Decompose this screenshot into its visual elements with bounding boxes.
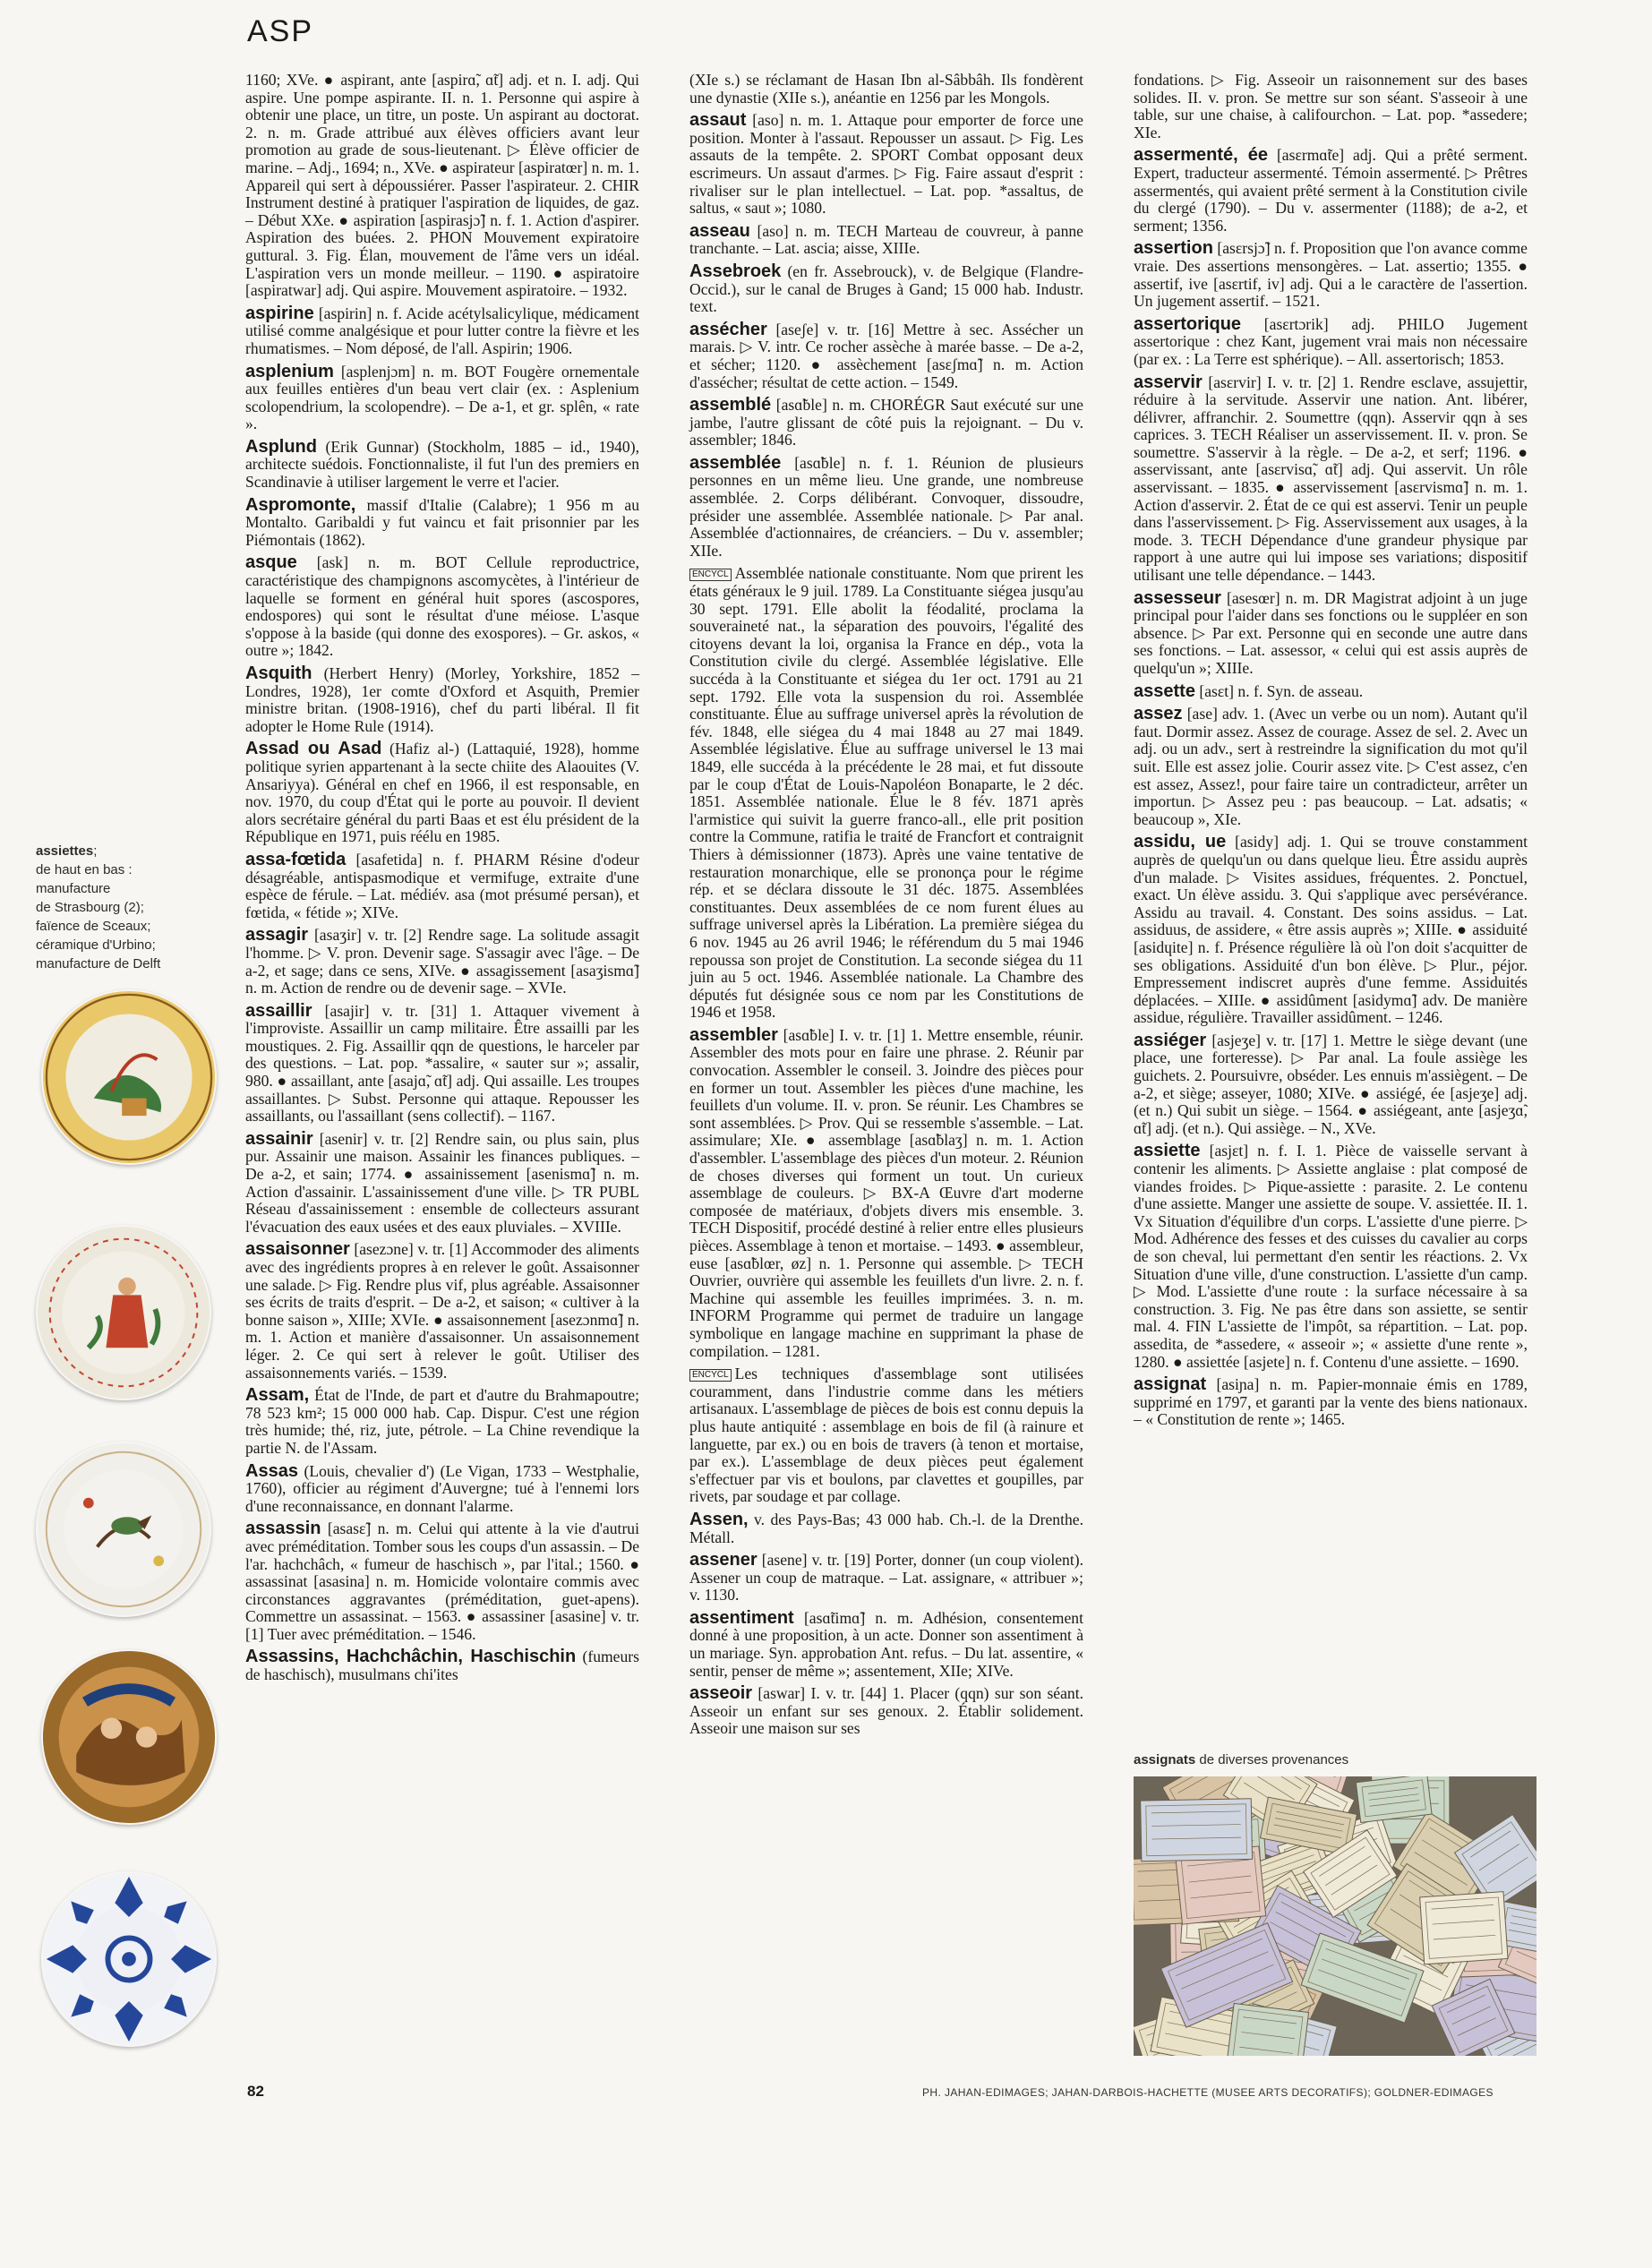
dictionary-entry bbox=[689, 1552, 1083, 1605]
entry-headword: asseoir bbox=[689, 1683, 753, 1704]
entry-headword: Assebroek bbox=[689, 261, 782, 281]
entry-definition: [aswar] I. v. tr. [44] 1. Placer (qqn) sur son séant. Asseoir un enfant sur ses genoux. 2. Établir solidement. Asseoir une maison sur ses bbox=[689, 1684, 1084, 1738]
entry-headword: Asplund bbox=[245, 436, 317, 457]
entry-headword: assertion bbox=[1134, 238, 1213, 259]
entry-definition: (Hafiz al-) (Lattaquié, 1928), homme politique syrien appartenant à la secte chiite des Alaouites (V. Ansariyya). Général en chef en 1966, il est responsable, en nov. 1970, du coup d'État qui le porte au pouvoir. Il devient alors secrétaire général du parti Baas et est élu président de la République en 1971, puis réélu en 1985. bbox=[245, 740, 639, 846]
dictionary-entry bbox=[689, 263, 1083, 316]
entry-definition: [asafetida] n. f. PHARM Résine d'odeur désagréable, antispasmodique et vermifuge, extraite d'une espèce de férule. – Lat. médiév. asa (mot présumé persan), et fœtida, « fétide »; XIVe. bbox=[245, 850, 639, 921]
entry-definition: [asɛt] n. f. Syn. de asseau. bbox=[1199, 681, 1364, 700]
dictionary-entry bbox=[689, 112, 1083, 218]
dictionary-entry bbox=[245, 1387, 639, 1457]
entry-definition: [asjeʒe] v. tr. [17] 1. Mettre le siège devant (une place, une forteresse). ▷ Par anal. La foule assiège les guichets. 2. Poursuivre, obséder. Les ennuis m'assiègent. – De a-2, et siège; asseyer, 1080; XIVe. ● assiégé, ée [asjeʒe] adj. (et n.) Qui subit un siège. – 1564. ● assiégeant, ante [asjeʒɑ̃, ɑ̃t] adj. (et n.). Qui assiège. – N., XVe. bbox=[1134, 1031, 1528, 1137]
dictionary-entry bbox=[1134, 72, 1528, 141]
entry-definition: [asɛrsjɔ̃] n. f. Proposition que l'on avance comme vraie. Des assertions mensongères. – Lat. assertio; 1355. ● assertif, ive [asɛrtif, iv] adj. Qui a le caractère de l'assertion. Un jugement assertif. – 1521. bbox=[1134, 239, 1528, 311]
entry-definition: État de l'Inde, de part et d'autre du Brahmapoutre; 78 523 km²; 15 000 000 hab. Cap. Dispur. C'est une région très humide; thé, riz, jute, pétrole. – La Chine revendique la partie N. de l'Assam. bbox=[245, 1386, 639, 1457]
plate-delft-image bbox=[41, 1871, 217, 2047]
entry-definition: [ase] adv. 1. (Avec un verbe ou un nom). Autant qu'il faut. Dormir assez. Assez de courage. Assez de sel. 2. Avec un adj. ou un adv., sert à restreindre la signification du mot qu'il suit. Elle est assez jolie. Courir assez vite. ▷ C'est assez, c'en est assez, Assez!, pour faire taire un contradicteur, arrêter un importun. ▷ Assez peu : pas beaucoup. – Lat. adsatis; « beaucoup », XIe. bbox=[1134, 705, 1528, 828]
page-number: 82 bbox=[247, 2083, 264, 2100]
entry-headword: Assen, bbox=[689, 1509, 749, 1529]
entry-definition: massif d'Italie (Calabre); 1 956 m au Montalto. Garibaldi y fut vaincu et fait prisonnier par les Piémontais (1862). bbox=[245, 495, 639, 549]
entry-definition: [asaʒir] v. tr. [2] Rendre sage. La solitude assagit l'homme. ▷ V. pron. Devenir sage. S'assagir avec l'âge. – De a-2, et sage; dans ce sens, XIVe. ● assagissement [asaʒismɑ̃] n. m. Action de rendre ou de devenir sage. – XVIe. bbox=[245, 926, 639, 997]
dictionary-entry bbox=[1134, 680, 1528, 701]
sidebar-caption-line: de haut en bas : bbox=[36, 862, 133, 877]
assignats-caption-bold: assignats bbox=[1134, 1752, 1196, 1767]
entry-definition: (en fr. Assebrouck), v. de Belgique (Flandre-Occid.), sur le canal de Bruges à Gand; 15 000 hab. Industr. text. bbox=[689, 261, 1083, 316]
entry-headword: assette bbox=[1134, 680, 1195, 701]
entry-definition: (Louis, chevalier d') (Le Vigan, 1733 – Westphalie, 1760), officier au régiment d'Auvergne; tué à l'ennemi lors d'une reconnaissance, en donnant l'alarme. bbox=[245, 1461, 639, 1515]
entry-definition: [asiɲa] n. m. Papier-monnaie émis en 1789, supprimé en 1797, et garanti par la vente des biens nationaux. – « Constitution de rente »; 1465. bbox=[1134, 1375, 1528, 1429]
entry-definition: (Erik Gunnar) (Stockholm, 1885 – id., 1940), architecte suédois. Fonctionnaliste, il fut l'un des premiers en Scandinavie à utiliser largement le verre et l'acier. bbox=[245, 437, 639, 492]
entry-headword: asservir bbox=[1134, 372, 1203, 392]
assignats-caption-rest: de diverses provenances bbox=[1195, 1752, 1349, 1767]
dictionary-entry bbox=[245, 927, 639, 997]
entry-definition: [asplenjɔm] n. m. BOT Fougère ornementale aux feuilles entières d'un beau vert clair (ex. : Asplenium scolopendrium, la scolopendre). – De a-1, et gr. splên, « rate ». bbox=[245, 362, 639, 433]
dictionary-entry bbox=[245, 436, 639, 492]
entry-headword: Assas bbox=[245, 1460, 298, 1481]
entry-definition: [asajir] v. tr. [31] 1. Attaquer vivement à l'improviste. Assaillir un camp militaire. Être assailli par les moustiques. 2. Fig. Assaillir qqn de questions, le harceler par des questions. – Lat. pop. *assalire, « sauter sur »; assalir, 980. ● assaillant, ante [asajɑ̃, ɑ̃t] adj. Qui assaille. Les troupes assaillantes. ▷ Subst. Personne qui attaque. Repousser les assaillants, ou l'assaillant (sens collectif). – 1167. bbox=[245, 1001, 639, 1125]
entry-definition: [ask] n. m. BOT Cellule reproductrice, caractéristique des champignons ascomycètes, à l'intérieur de laquelle se forment en général huit spores (ascospores, endospores) qui sont le résultat d'une méiose. L'asque s'oppose à la baside (qui donne des exospores). – Gr. askos, « outre »; 1842. bbox=[245, 553, 639, 660]
dictionary-entry bbox=[1134, 147, 1528, 235]
dictionary-column-2 bbox=[689, 72, 1083, 1743]
entry-headword: assécher bbox=[689, 319, 767, 339]
entry-headword: assagir bbox=[245, 925, 309, 946]
plate-4-svg bbox=[41, 1649, 217, 1825]
entry-headword: assignat bbox=[1134, 1374, 1207, 1395]
entry-headword: assembler bbox=[689, 1024, 778, 1045]
photo-credits: PH. JAHAN-EDIMAGES; JAHAN-DARBOIS-HACHETTE (MUSEE ARTS DECORATIFS); GOLDNER-EDIMAGES bbox=[922, 2086, 1494, 2099]
entry-headword: assesseur bbox=[1134, 587, 1221, 608]
plate-sceaux-bird-image bbox=[36, 1442, 211, 1617]
entry-headword: assidu, ue bbox=[1134, 832, 1227, 852]
dictionary-entry bbox=[245, 1460, 639, 1516]
encyclopedic-marker-icon: ENCYCL bbox=[689, 1369, 732, 1382]
dictionary-entry bbox=[245, 849, 639, 921]
dictionary-entry bbox=[689, 321, 1083, 391]
entry-definition: [aso] n. m. TECH Marteau de couvreur, à panne tranchante. – Lat. ascia; aisse, XIIIe. bbox=[689, 221, 1083, 258]
dictionary-entry bbox=[1134, 1376, 1528, 1429]
plate-3-svg bbox=[36, 1442, 211, 1617]
entry-headword: assaillir bbox=[245, 1000, 312, 1021]
dictionary-entry bbox=[1134, 834, 1528, 1027]
dictionary-column-1 bbox=[245, 72, 639, 1690]
dictionary-entry bbox=[245, 1648, 639, 1683]
entry-definition: [aseʃe] v. tr. [16] Mettre à sec. Assécher un marais. ▷ V. intr. Ce rocher assèche à marée basse. – De a-2, et sécher; 1120. ● assèchement [asɛʃmɑ̃] n. m. Action d'assécher; résultat de cette action. – 1549. bbox=[689, 320, 1083, 391]
entry-headword: assassin bbox=[245, 1519, 321, 1539]
plate-1-svg bbox=[41, 989, 217, 1165]
dictionary-entry bbox=[245, 740, 639, 846]
dictionary-entry bbox=[245, 72, 639, 300]
entry-definition: [asjɛt] n. f. I. 1. Pièce de vaisselle servant à contenir les aliments. ▷ Assiette anglaise : plat composé de viandes froides. ▷ Pique-assiette : parasite. 2. Le contenu d'une assiette. Manger une assiette de soupe. V. assiettée. II. 1. Vx Situation d'équilibre d'un corps. L'assiette d'une pierre. ▷ Mod. Adhérence des fesses et des cuisses du cavalier au corps de son cheval, lui permettant d'en sentir les réactions. 2. Vx Situation d'une ville, d'une construction. L'assiette d'un camp. ▷ Mod. L'assiette d'une route : la surface nécessaire à sa construction. 3. Fig. Ne pas être dans son assiette, se sentir mal. 4. FIN L'assiette de l'impôt, sa répartition. – Lat. pop. assedita, de *assedere, « asseoir »; « assiette d'une rente », 1280. ● assiettée [asjete] n. f. Contenu d'une assiette. – 1690. bbox=[1134, 1142, 1528, 1371]
sidebar-caption-line: manufacture bbox=[36, 881, 111, 896]
entry-definition: (XIe s.) se réclamant de Hasan Ibn al-Sâbbâh. Ils fondèrent une dynastie (XIIe s.), anéantie en 1256 par les Mongols. bbox=[689, 71, 1083, 107]
dictionary-entry bbox=[689, 452, 1083, 561]
plate-urbino-image bbox=[41, 1649, 217, 1825]
entry-headword: assa-fœtida bbox=[245, 849, 347, 869]
entry-headword: asque bbox=[245, 552, 297, 573]
dictionary-entry bbox=[1134, 1032, 1528, 1138]
entry-headword: aspirine bbox=[245, 303, 314, 323]
entry-definition: [asenir] v. tr. [2] Rendre sain, ou plus sain, plus pur. Assainir une maison. Assainir les finances publiques. – De a-2, et sain; 1774. ● assainissement [asenismɑ̃] n. m. Action d'assainir. L'assainissement d'une ville. ▷ TR PUBL Réseau d'assainissement : ensemble de collecteurs assurant l'évacuation des eaux usées et des eaux pluviales. – XVIIIe. bbox=[245, 1129, 639, 1236]
entry-headword: assaut bbox=[689, 110, 747, 131]
dictionary-entry bbox=[245, 305, 639, 358]
entry-headword: assiette bbox=[1134, 1141, 1201, 1161]
entry-definition: [asɑ̃timɑ̃] n. m. Adhésion, consentement donné à une proposition, à un acte. Donner son assentiment à un mariage. Syn. approbation Ant. refus. – Du lat. assentire, « sentir, penser de même »; assentement, XIIe; XIVe. bbox=[689, 1608, 1083, 1680]
sidebar-caption-line: céramique d'Urbino; bbox=[36, 937, 156, 953]
dictionary-entry bbox=[245, 494, 639, 550]
entry-definition: [asɛrvir] I. v. tr. [2] 1. Rendre esclave, assujettir, réduire à la servitude. Asservir une nation. Ant. libérer, délivrer, affranchir. 2. Soumettre (qqn). Asservir qqn à ses caprices. 3. TECH Réaliser un asservissement. II. v. pron. Se soumettre. S'asservir à la règle. – De a-2, et serf; 1196. ● asservissant, ante [asɛrvisɑ̃, ɑ̃t] adj. Qui asservit. Un rôle asservissant. – 1835. ● asservissement [asɛrvismɑ̃] n. m. 1. Action d'asservir. 2. État de ce qui est asservi. Tenir un peuple dans l'asservissement. ▷ Fig. Asservissement aux usages, à la mode. 3. TECH Dépendance d'une grandeur physique par rapport à une autre qui lui impose ses variations; dispositif utilisant une telle dépendance. – 1443. bbox=[1134, 372, 1528, 585]
entry-headword: assiéger bbox=[1134, 1030, 1207, 1050]
entry-headword: Assam, bbox=[245, 1385, 310, 1406]
assignat-note bbox=[1356, 1776, 1432, 1822]
entry-definition: [aso] n. m. 1. Attaque pour emporter de force une position. Monter à l'assaut. Repousser un assaut. ▷ Fig. Les assauts de la tempête. 2. SPORT Combat opposant deux escrimeurs. Un assaut d'armes. ▷ Fig. Faire assaut d'esprit : rivaliser sur le plan intellectuel. – Lat. pop. *assaltus, de saltus, « saut »; 1080. bbox=[689, 111, 1083, 218]
entry-definition: Les techniques d'assemblage sont utilisées couramment, dans l'industrie comme dans les métiers artisanaux. L'assemblage de pièces de bois est connu depuis la plus haute antiquité : assemblage en bois de fil (à rainure et languette, par ex.) ou en bois de travers (à tenon et mortaise, par ex.). L'assemblage de deux pièces peut également s'effectuer par vis et boulons, par clavettes et goupilles, par rivets, par soudage et par collage. bbox=[689, 1365, 1083, 1506]
dictionary-entry bbox=[689, 1685, 1083, 1738]
entry-headword: assemblé bbox=[689, 395, 772, 415]
assignat-note bbox=[1420, 1892, 1508, 1964]
entry-headword: asplenium bbox=[245, 361, 334, 381]
entry-definition: [asɑ̃ble] n. f. 1. Réunion de plusieurs personnes en un même lieu. Une grande, une nombreuse assemblée. 2. Corps délibérant. Convoquer, dissoudre, présider une assemblée. Assemblée nationale. ▷ Par anal. Assemblée d'actionnaires, de créanciers. – Du v. assembler; XIIe. bbox=[689, 453, 1083, 560]
dictionary-entry bbox=[1134, 706, 1528, 828]
entry-headword: Asquith bbox=[245, 663, 312, 683]
entry-definition: [asene] v. tr. [19] Porter, donner (un coup violent). Assener un coup de matraque. – Lat. assignare, « attribuer »; v. 1130. bbox=[689, 1551, 1083, 1605]
dictionary-entry bbox=[689, 1607, 1083, 1680]
entry-definition: [asɑ̃ble] n. m. CHORÉGR Saut exécuté sur une jambe, l'autre glissant de côté puis la rejoignant. – Du v. assembler; 1846. bbox=[689, 396, 1083, 449]
dictionary-entry bbox=[245, 1520, 639, 1643]
entry-definition: [asesœr] n. m. DR Magistrat adjoint à un juge principal pour l'aider dans ses fonctions ou le suppléer en son absence. ▷ Par ext. Personne qui en seconde une autre dans ses fonctions. – Lat. assessor, « celui qui est assis auprès de quelqu'un »; XIIIe. bbox=[1134, 588, 1528, 677]
entry-definition: Assemblée nationale constituante. Nom que prirent les états généraux le 9 juil. 1789. La Constituante siégea jusqu'au 30 sept. 1791. Elle abolit la féodalité, proclama la souveraineté nat., la séparation des pouvoirs, l'égalité des citoyens devant la loi, organisa la France en dép., vota la Constitution civile du clergé. Assemblée législative. Elle succéda à la Constituante et siégea du 1er oct. 1791 au 21 sept. 1792. Elle vota la suspension du roi. Assemblée constituante. Élue au suffrage universel après la révolution de fév. 1848, elle siégea du 4 mai 1848 au 27 mai 1849. Assemblée législative. Élue au suffrage universel le 13 mai 1849, elle succéda à la précédente le 28 mai, et fut dissoute par le coup d'État de Louis-Napoléon Bonaparte, le 2 déc. 1851. Assemblée nationale. Élue le 8 fév. 1871 après l'armistice qui suivit la guerre franco-all., elle prit position contre la Commune, ratifia le traité de Francfort et contraignit Thiers à démissionner (1873). Après une vaine tentative de restauration monarchique, elle se prononça pour le régime rép. et se déclara dissoute le 31 déc. 1875. Assemblées constituantes. Deux assemblées de ce nom furent élues au suffrage universel après la Libération. La première siégea du 6 nov. 1945 au 26 avril 1946; le référendum du 5 mai 1946 repoussa son projet de Constitution. La seconde siégea du 11 juin au 5 oct. 1946. Assemblée nationale. La Chambre des députés fut désignée sous ce nom par les Constitutions de 1946 et 1958. bbox=[689, 564, 1083, 1022]
page-header-guide-word: ASP bbox=[247, 14, 314, 48]
plate-strasbourg-peacock-image bbox=[41, 989, 217, 1165]
entry-headword: Aspromonte, bbox=[245, 494, 356, 515]
assignats-photo bbox=[1134, 1776, 1536, 2056]
sidebar-caption-line: de Strasbourg (2); bbox=[36, 900, 144, 915]
sidebar-caption-line: manufacture de Delft bbox=[36, 956, 161, 971]
assignat-note bbox=[1226, 2003, 1308, 2056]
sidebar-caption-line: faïence de Sceaux; bbox=[36, 919, 151, 934]
entry-headword: assertorique bbox=[1134, 313, 1242, 334]
dictionary-entry bbox=[245, 1128, 639, 1237]
dictionary-entry bbox=[1134, 240, 1528, 310]
dictionary-entry bbox=[689, 1024, 1083, 1360]
entry-headword: Assassins, Hachchâchin, Haschischin bbox=[245, 1647, 577, 1667]
assignat-note bbox=[1141, 1799, 1253, 1861]
entry-headword: assermenté, ée bbox=[1134, 145, 1269, 166]
entry-definition: (Herbert Henry) (Morley, Yorkshire, 1852 – Londres, 1928), 1er comte d'Oxford et Asquith, Premier ministre britan. (1908-1916), chef du parti libéral. Il fit adopter le Home Rule (1914). bbox=[245, 664, 639, 735]
plate-2-svg bbox=[36, 1225, 211, 1400]
assignats-photo-svg bbox=[1134, 1776, 1536, 2056]
dictionary-entry bbox=[1134, 1143, 1528, 1371]
entry-headword: assainir bbox=[245, 1128, 313, 1149]
entry-headword: Assad ou Asad bbox=[245, 739, 382, 759]
dictionary-column-3 bbox=[1134, 72, 1528, 1748]
entry-headword: assemblée bbox=[689, 452, 782, 473]
dictionary-entry bbox=[245, 1000, 639, 1125]
entry-definition: [asidy] adj. 1. Qui se trouve constamment auprès de quelqu'un ou dans quelque lieu. Être assidu auprès d'un malade. ▷ Visites assidues, fréquentes. 2. Ponctuel, exact. Un élève assidu. 3. Qui s'applique avec persévérance. Assidu au travail. 4. Constant. Des soins assidus. – Lat. assiduus, de assidere, « être assis auprès »; XIIIe. ● assiduité [asidɥite] n. f. Présence régulière là où l'on doit s'acquitter de ses obligations. Assiduité d'un bon élève. ▷ Plur., péjor. Empressement indiscret auprès d'une femme. Assiduités déplacées. – XIIIe. ● assidûment [asidymɑ̃] adv. De manière assidue, régulière. Travailler assidûment. – 1246. bbox=[1134, 833, 1528, 1027]
dictionary-entry bbox=[689, 220, 1083, 258]
plate-5-svg bbox=[41, 1871, 217, 2047]
dictionary-entry bbox=[689, 72, 1083, 107]
dictionary-entry bbox=[245, 554, 639, 660]
dictionary-entry bbox=[245, 1241, 639, 1382]
dictionary-entry bbox=[245, 361, 639, 433]
sidebar-caption-title: assiettes bbox=[36, 843, 94, 859]
dictionary-entry bbox=[689, 565, 1083, 1021]
dictionary-entry bbox=[1134, 587, 1528, 678]
entry-definition: [asɑ̃ble] I. v. tr. [1] 1. Mettre ensemble, réunir. Assembler des mots pour en faire une phrase. 2. Réunir par convocation. Assembler le conseil. 3. Joindre des pièces pour en former un tout. Assembler les pièces d'une machine, les feuillets d'un volume. II. v. pron. Se réunir. Les Chambres se sont assemblées. ▷ Prov. Qui se ressemble s'assemble. – Lat. assimulare; XIe. ● assemblage [asɑ̃blaʒ] n. m. 1. Action d'assembler. L'assemblage des pièces d'un moteur. 2. Réunion de choses diverses qui forment un tout. Un curieux assemblage de couleurs. ▷ BX-A Œuvre d'art moderne composée de matériaux, d'objets divers mis ensemble. 3. TECH Dispositif, procédé destiné à relier entre elles plusieurs pièces. Assemblage à tenon et mortaise. – 1493. ● assembleur, euse [asɑ̃blœr, øz] n. 1. Personne qui assemble. ▷ TECH Ouvrier, ouvrière qui assemble les feuillets d'un livre. 2. n. f. Machine qui assemble les feuilles imprimées. 3. n. m. INFORM Programme qui permet de traduire un langage symbolique en langage machine en supprimant la phase de compilation. – 1281. bbox=[689, 1025, 1083, 1360]
entry-definition: (fumeurs de haschisch), musulmans chi'ites bbox=[245, 1648, 639, 1684]
entry-headword: asseau bbox=[689, 220, 750, 241]
dictionary-entry bbox=[1134, 374, 1528, 585]
assignats-caption bbox=[1134, 1752, 1348, 1767]
dictionary-entry bbox=[1134, 313, 1528, 369]
entry-definition: [asɛrtɔrik] adj. PHILO Jugement assertorique : chez Kant, jugement vrai mais non nécessaire (par ex. : La Terre est sphérique). – All. assertorisch; 1853. bbox=[1134, 314, 1528, 368]
dictionary-entry bbox=[689, 1511, 1083, 1546]
entry-definition: [aspirin] n. f. Acide acétylsalicylique, médicament utilisé comme analgésique et pour lutter contre la fièvre et les rhumatismes. – Nom déposé, de l'all. Aspirin; 1906. bbox=[245, 304, 639, 357]
entry-headword: assentiment bbox=[689, 1607, 794, 1628]
entry-headword: assener bbox=[689, 1550, 758, 1570]
entry-headword: assaisonner bbox=[245, 1239, 350, 1260]
dictionary-entry bbox=[689, 1365, 1083, 1506]
sidebar-caption-assiettes: assiettes; de haut en bas : manufacture de Strasbourg (2); faïence de Sceaux; céramique d'Urbino; manufacture de Delft bbox=[36, 842, 224, 973]
entry-headword: assez bbox=[1134, 704, 1183, 724]
entry-definition: [asasɛ̃] n. m. Celui qui attente à la vie d'autrui avec préméditation. Tomber sous les coups d'un assassin. – De l'ar. hachchâch, « fumeur de haschisch », par l'ital.; 1560. ● assassinat [asasina] n. m. Homicide volontaire commis avec circonstances aggravantes (préméditation, guet-apens). Commettre un assassinat. – 1563. ● assassiner [asasine] v. tr. [1] Tuer avec préméditation. – 1546. bbox=[245, 1519, 639, 1643]
entry-definition: 1160; XVe. ● aspirant, ante [aspirɑ̃, ɑ̃t] adj. et n. I. adj. Qui aspire. Une pompe aspirante. II. n. 1. Personne qui aspire à obtenir une place, un titre, un poste. Un aspirant au doctorat. 2. n. m. Grade attribué aux élèves officiers avant leur promotion au grade de sous-lieutenant. ▷ Élève officier de marine. – Adj., 1694; n., XVe. ● aspirateur [aspiratœr] n. m. 1. Appareil qui sert à dépoussiérer. Passer l'aspirateur. 2. CHIR Instrument destiné à pratiquer l'aspiration de liquides, de gaz. – Début XXe. ● aspiration [aspirasjɔ̃] n. f. 1. Action d'aspirer. Aspiration des buées. 2. PHON Mouvement expiratoire guttural. 3. Fig. Élan, mouvement de l'âme vers un idéal. L'aspiration vers un monde meilleur. – 1190. ● aspiratoire [aspiratwar] adj. Qui aspire. Mouvement aspiratoire. – 1932. bbox=[245, 71, 639, 300]
plate-strasbourg-figure-image bbox=[36, 1225, 211, 1400]
entry-definition: fondations. ▷ Fig. Asseoir un raisonnement sur des bases solides. II. v. pron. Se mettre sur son séant. S'asseoir à une table, sur une chaise, à califourchon. – Lat. pop. *assedere; XIe. bbox=[1134, 72, 1528, 141]
dictionary-entry bbox=[689, 397, 1083, 449]
entry-definition: v. des Pays-Bas; 43 000 hab. Ch.-l. de la Drenthe. Métall. bbox=[689, 1510, 1083, 1546]
dictionary-entry bbox=[245, 665, 639, 735]
entry-definition: [asɛrmɑ̃te] adj. Qui a prêté serment. Expert, traducteur assermenté. Témoin assermenté. ▷ Prêtres assermentés, qui avaient prêté serment à la Constitution civile du clergé (1790). – Du v. assermenter (1188); de a-2, et serment; 1356. bbox=[1134, 146, 1528, 235]
encyclopedic-marker-icon: ENCYCL bbox=[689, 569, 732, 581]
entry-definition: [asezɔne] v. tr. [1] Accommoder des aliments avec des ingrédients propres à en relever le goût. Assaisonner une salade. ▷ Fig. Rendre plus vif, plus agréable. Assaisonner ses écrits de traits d'esprit. – De a-2, et saison; « cultiver à la bonne saison », XIIIe; XVIe. ● assaisonnement [asezɔnmɑ̃] n. m. 1. Action et manière d'assaisonner. Un assaisonnement léger. 2. Ce qui sert à relever le goût. Utiliser des assaisonnements variés. – 1539. bbox=[245, 1240, 639, 1382]
